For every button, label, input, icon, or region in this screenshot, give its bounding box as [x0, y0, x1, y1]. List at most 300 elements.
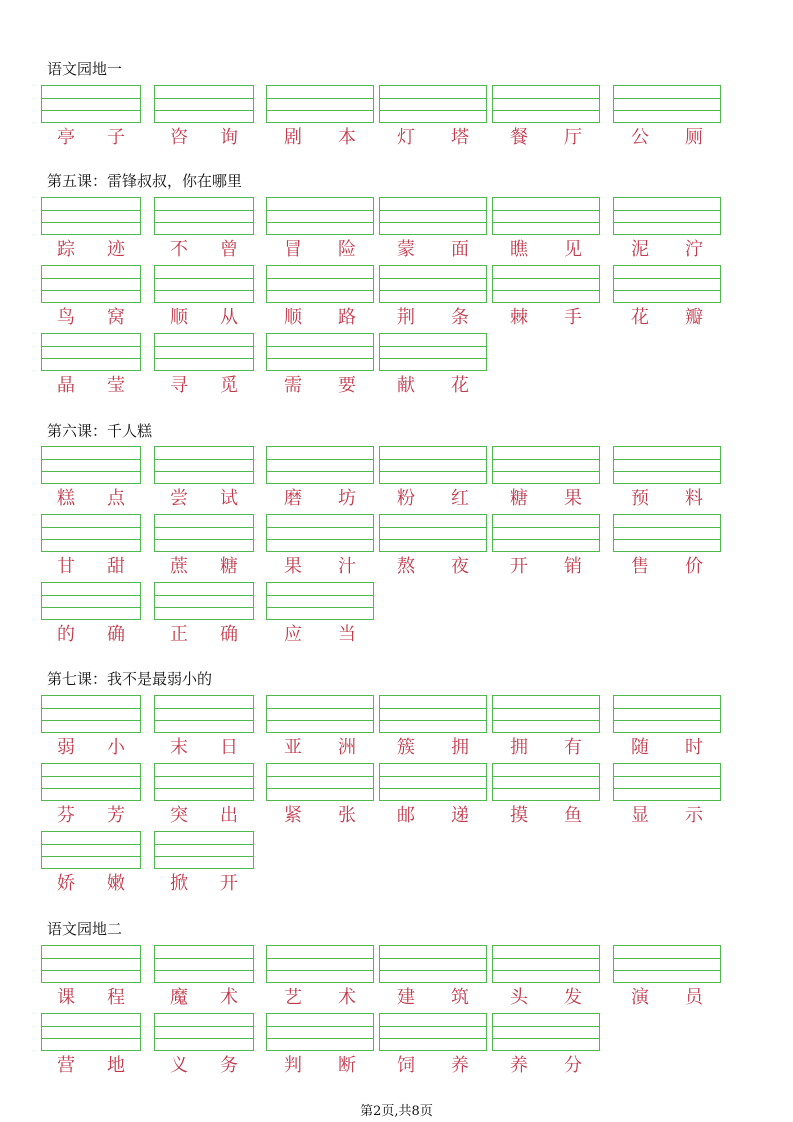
word-item [154, 265, 254, 327]
grid-line [155, 278, 253, 279]
grid-line [42, 358, 140, 359]
writing-grid[interactable] [266, 1013, 374, 1051]
grid-line [380, 1026, 486, 1027]
word-char: 亚 [284, 737, 302, 758]
grid-line [155, 970, 253, 971]
writing-grid[interactable] [492, 763, 600, 801]
writing-grid[interactable] [154, 446, 254, 484]
grid-line [42, 958, 140, 959]
word-item [613, 197, 721, 259]
grid-line [155, 358, 253, 359]
writing-grid[interactable] [379, 695, 487, 733]
word-item [379, 85, 487, 147]
word-label [492, 304, 600, 328]
writing-grid[interactable] [41, 333, 141, 371]
writing-grid[interactable] [154, 945, 254, 983]
word-char: 花 [451, 375, 469, 396]
word-char: 需 [284, 375, 302, 396]
writing-grid[interactable] [154, 1013, 254, 1051]
writing-grid[interactable] [41, 197, 141, 235]
word-char: 断 [338, 1055, 356, 1076]
grid-line [267, 776, 373, 777]
writing-grid[interactable] [613, 197, 721, 235]
word-char: 洲 [338, 737, 356, 758]
word-char: 不 [170, 239, 188, 260]
writing-grid[interactable] [492, 265, 600, 303]
word-char: 蔗 [170, 556, 188, 577]
writing-grid[interactable] [379, 1013, 487, 1051]
writing-grid[interactable] [266, 582, 374, 620]
grid-line [155, 527, 253, 528]
grid-line [155, 290, 253, 291]
grid-line [155, 788, 253, 789]
grid-line [493, 708, 599, 709]
writing-grid[interactable] [613, 945, 721, 983]
word-label [41, 734, 141, 758]
word-item [492, 85, 600, 147]
word-char: 甜 [107, 556, 125, 577]
writing-grid[interactable] [379, 763, 487, 801]
word-char: 鸟 [57, 307, 75, 328]
writing-grid[interactable] [266, 945, 374, 983]
word-item [41, 695, 141, 757]
word-item [41, 582, 141, 644]
word-char: 时 [685, 737, 703, 758]
word-item [41, 333, 141, 395]
grid-line [493, 459, 599, 460]
grid-line [155, 346, 253, 347]
grid-line [155, 776, 253, 777]
word-label [613, 236, 721, 260]
word-char: 踪 [57, 239, 75, 260]
word-char: 厕 [685, 127, 703, 148]
grid-line [155, 856, 253, 857]
grid-line [614, 788, 720, 789]
word-char: 出 [220, 805, 238, 826]
writing-grid[interactable] [266, 197, 374, 235]
word-char: 冒 [284, 239, 302, 260]
grid-line [267, 346, 373, 347]
writing-grid[interactable] [613, 265, 721, 303]
writing-grid[interactable] [492, 1013, 600, 1051]
grid-line [614, 776, 720, 777]
writing-grid[interactable] [266, 446, 374, 484]
page-footer: 第2页,共8页 [360, 1104, 433, 1119]
grid-line [155, 98, 253, 99]
word-label [492, 802, 600, 826]
word-char: 甘 [57, 556, 75, 577]
word-label [41, 304, 141, 328]
word-item [266, 85, 374, 147]
word-char: 筑 [451, 987, 469, 1008]
word-item [492, 514, 600, 576]
word-char: 摸 [510, 805, 528, 826]
writing-grid[interactable] [266, 763, 374, 801]
grid-line [42, 1026, 140, 1027]
word-item [379, 514, 487, 576]
grid-line [155, 459, 253, 460]
writing-grid[interactable] [154, 197, 254, 235]
grid-line [267, 471, 373, 472]
writing-grid[interactable] [41, 514, 141, 552]
writing-grid[interactable] [154, 265, 254, 303]
word-item [266, 265, 374, 327]
word-char: 试 [220, 488, 238, 509]
word-item [492, 197, 600, 259]
word-char: 蒙 [397, 239, 415, 260]
grid-line [267, 539, 373, 540]
writing-grid[interactable] [492, 446, 600, 484]
grid-line [155, 210, 253, 211]
word-label [154, 802, 254, 826]
word-label [154, 236, 254, 260]
word-char: 泥 [631, 239, 649, 260]
writing-grid[interactable] [41, 763, 141, 801]
word-char: 芬 [57, 805, 75, 826]
grid-line [493, 210, 599, 211]
grid-line [614, 958, 720, 959]
section-title: 第五课：雷锋叔叔，你在哪里 [47, 172, 243, 190]
word-item [154, 695, 254, 757]
word-label [379, 984, 487, 1008]
grid-line [155, 708, 253, 709]
word-char: 递 [451, 805, 469, 826]
grid-line [493, 1038, 599, 1039]
word-char: 当 [338, 624, 356, 645]
word-char: 曾 [220, 239, 238, 260]
grid-line [42, 459, 140, 460]
word-char: 嫩 [107, 873, 125, 894]
word-label [41, 124, 141, 148]
writing-grid[interactable] [266, 265, 374, 303]
writing-grid[interactable] [613, 763, 721, 801]
word-char: 晶 [57, 375, 75, 396]
grid-line [380, 210, 486, 211]
grid-line [493, 527, 599, 528]
word-char: 员 [685, 987, 703, 1008]
section-title: 第六课：千人糕 [47, 422, 153, 440]
grid-line [493, 290, 599, 291]
grid-line [614, 539, 720, 540]
word-label [492, 984, 600, 1008]
grid-line [614, 459, 720, 460]
word-char: 簇 [397, 737, 415, 758]
word-char: 拥 [510, 737, 528, 758]
word-char: 要 [338, 375, 356, 396]
word-char: 营 [57, 1055, 75, 1076]
word-char: 荆 [397, 307, 415, 328]
writing-grid[interactable] [41, 831, 141, 869]
grid-line [614, 290, 720, 291]
writing-grid[interactable] [41, 582, 141, 620]
word-char: 见 [564, 239, 582, 260]
word-item [154, 333, 254, 395]
word-item [266, 446, 374, 508]
word-label [154, 304, 254, 328]
grid-line [42, 708, 140, 709]
word-char: 有 [564, 737, 582, 758]
grid-line [267, 358, 373, 359]
writing-grid[interactable] [492, 695, 600, 733]
word-char: 献 [397, 375, 415, 396]
word-label [154, 1052, 254, 1076]
writing-grid[interactable] [154, 763, 254, 801]
section-title: 语文园地二 [47, 920, 123, 938]
word-item [379, 763, 487, 825]
writing-grid[interactable] [266, 695, 374, 733]
writing-grid[interactable] [379, 446, 487, 484]
word-label [266, 1052, 374, 1076]
word-char: 确 [220, 624, 238, 645]
word-label [379, 124, 487, 148]
grid-line [42, 210, 140, 211]
grid-line [614, 471, 720, 472]
word-item [154, 446, 254, 508]
grid-line [380, 958, 486, 959]
writing-grid[interactable] [266, 85, 374, 123]
word-label [492, 485, 600, 509]
word-char: 地 [107, 1055, 125, 1076]
writing-grid[interactable] [41, 85, 141, 123]
word-char: 寻 [170, 375, 188, 396]
grid-line [493, 958, 599, 959]
word-label [41, 802, 141, 826]
word-item [379, 333, 487, 395]
writing-grid[interactable] [379, 333, 487, 371]
word-char: 务 [220, 1055, 238, 1076]
word-label [379, 485, 487, 509]
word-char: 面 [451, 239, 469, 260]
word-char: 判 [284, 1055, 302, 1076]
word-item [379, 446, 487, 508]
writing-grid[interactable] [41, 446, 141, 484]
grid-line [380, 776, 486, 777]
writing-grid[interactable] [154, 831, 254, 869]
word-label [41, 870, 141, 894]
writing-grid[interactable] [154, 582, 254, 620]
word-char: 险 [338, 239, 356, 260]
word-item [492, 1013, 600, 1075]
word-char: 熬 [397, 556, 415, 577]
grid-line [42, 346, 140, 347]
grid-line [155, 222, 253, 223]
word-char: 紧 [284, 805, 302, 826]
grid-line [42, 970, 140, 971]
word-char: 条 [451, 307, 469, 328]
word-char: 料 [685, 488, 703, 509]
grid-line [380, 459, 486, 460]
word-item [266, 514, 374, 576]
writing-grid[interactable] [154, 333, 254, 371]
word-char: 糖 [510, 488, 528, 509]
writing-grid[interactable] [41, 695, 141, 733]
word-char: 张 [338, 805, 356, 826]
word-item [613, 514, 721, 576]
word-label [154, 870, 254, 894]
word-char: 迹 [107, 239, 125, 260]
writing-grid[interactable] [613, 695, 721, 733]
word-label [41, 1052, 141, 1076]
word-char: 开 [510, 556, 528, 577]
grid-line [42, 110, 140, 111]
writing-grid[interactable] [41, 945, 141, 983]
writing-grid[interactable] [613, 446, 721, 484]
grid-line [42, 539, 140, 540]
word-char: 夜 [451, 556, 469, 577]
word-char: 演 [631, 987, 649, 1008]
word-char: 窝 [107, 307, 125, 328]
writing-grid[interactable] [379, 945, 487, 983]
word-char: 瞧 [510, 239, 528, 260]
word-item [41, 1013, 141, 1075]
grid-line [493, 539, 599, 540]
word-char: 术 [220, 987, 238, 1008]
word-item [41, 197, 141, 259]
word-char: 邮 [397, 805, 415, 826]
word-item [492, 763, 600, 825]
word-label [379, 734, 487, 758]
grid-line [155, 1026, 253, 1027]
word-char: 磨 [284, 488, 302, 509]
grid-line [380, 222, 486, 223]
grid-line [42, 290, 140, 291]
grid-line [155, 539, 253, 540]
word-label [41, 236, 141, 260]
word-char: 的 [57, 624, 75, 645]
word-item [154, 1013, 254, 1075]
section-title: 第七课：我不是最弱小的 [47, 670, 213, 688]
writing-grid[interactable] [379, 514, 487, 552]
word-label [266, 621, 374, 645]
grid-line [380, 720, 486, 721]
word-char: 汁 [338, 556, 356, 577]
word-char: 售 [631, 556, 649, 577]
grid-line [493, 471, 599, 472]
word-label [154, 124, 254, 148]
word-char: 咨 [170, 127, 188, 148]
writing-grid[interactable] [266, 514, 374, 552]
grid-line [267, 527, 373, 528]
writing-grid[interactable] [492, 945, 600, 983]
word-char: 顺 [170, 307, 188, 328]
word-char: 灯 [397, 127, 415, 148]
grid-line [614, 970, 720, 971]
word-label [266, 734, 374, 758]
word-char: 路 [338, 307, 356, 328]
grid-line [493, 970, 599, 971]
word-label [613, 984, 721, 1008]
word-char: 义 [170, 1055, 188, 1076]
writing-grid[interactable] [266, 333, 374, 371]
word-char: 糖 [220, 556, 238, 577]
grid-line [380, 970, 486, 971]
grid-line [380, 539, 486, 540]
writing-grid[interactable] [41, 265, 141, 303]
writing-grid[interactable] [154, 514, 254, 552]
word-label [613, 553, 721, 577]
word-char: 芳 [107, 805, 125, 826]
word-char: 泞 [685, 239, 703, 260]
writing-grid[interactable] [492, 85, 600, 123]
word-char: 点 [107, 488, 125, 509]
word-label [613, 485, 721, 509]
word-label [492, 1052, 600, 1076]
word-label [154, 553, 254, 577]
grid-line [267, 222, 373, 223]
word-item [41, 831, 141, 893]
word-item [154, 582, 254, 644]
word-item [266, 763, 374, 825]
word-label [266, 372, 374, 396]
word-label [613, 304, 721, 328]
grid-line [155, 595, 253, 596]
grid-line [380, 358, 486, 359]
word-char: 艺 [284, 987, 302, 1008]
word-label [41, 485, 141, 509]
section-title: 语文园地一 [47, 60, 123, 78]
grid-line [267, 98, 373, 99]
writing-grid[interactable] [379, 265, 487, 303]
writing-grid[interactable] [613, 514, 721, 552]
grid-line [42, 844, 140, 845]
word-item [154, 514, 254, 576]
word-label [41, 372, 141, 396]
grid-line [42, 776, 140, 777]
writing-grid[interactable] [41, 1013, 141, 1051]
writing-grid[interactable] [154, 85, 254, 123]
word-char: 正 [170, 624, 188, 645]
word-item [154, 197, 254, 259]
word-item [266, 197, 374, 259]
word-item [379, 695, 487, 757]
grid-line [155, 607, 253, 608]
writing-grid[interactable] [492, 514, 600, 552]
word-char: 弱 [57, 737, 75, 758]
word-char: 粉 [397, 488, 415, 509]
grid-line [380, 471, 486, 472]
word-item [266, 695, 374, 757]
writing-grid[interactable] [379, 197, 487, 235]
word-item [154, 831, 254, 893]
writing-grid[interactable] [154, 695, 254, 733]
grid-line [155, 720, 253, 721]
word-char: 头 [510, 987, 528, 1008]
grid-line [267, 607, 373, 608]
grid-line [155, 958, 253, 959]
writing-grid[interactable] [379, 85, 487, 123]
word-char: 随 [631, 737, 649, 758]
grid-line [267, 788, 373, 789]
word-char: 突 [170, 805, 188, 826]
writing-grid[interactable] [613, 85, 721, 123]
grid-line [155, 1038, 253, 1039]
word-item [266, 1013, 374, 1075]
word-item [154, 85, 254, 147]
word-char: 尝 [170, 488, 188, 509]
grid-line [267, 210, 373, 211]
word-char: 鱼 [564, 805, 582, 826]
word-char: 询 [220, 127, 238, 148]
writing-grid[interactable] [492, 197, 600, 235]
grid-line [380, 708, 486, 709]
word-char: 课 [57, 987, 75, 1008]
word-item [613, 265, 721, 327]
grid-line [380, 290, 486, 291]
word-item [41, 446, 141, 508]
word-char: 销 [564, 556, 582, 577]
word-char: 公 [631, 127, 649, 148]
grid-line [155, 110, 253, 111]
